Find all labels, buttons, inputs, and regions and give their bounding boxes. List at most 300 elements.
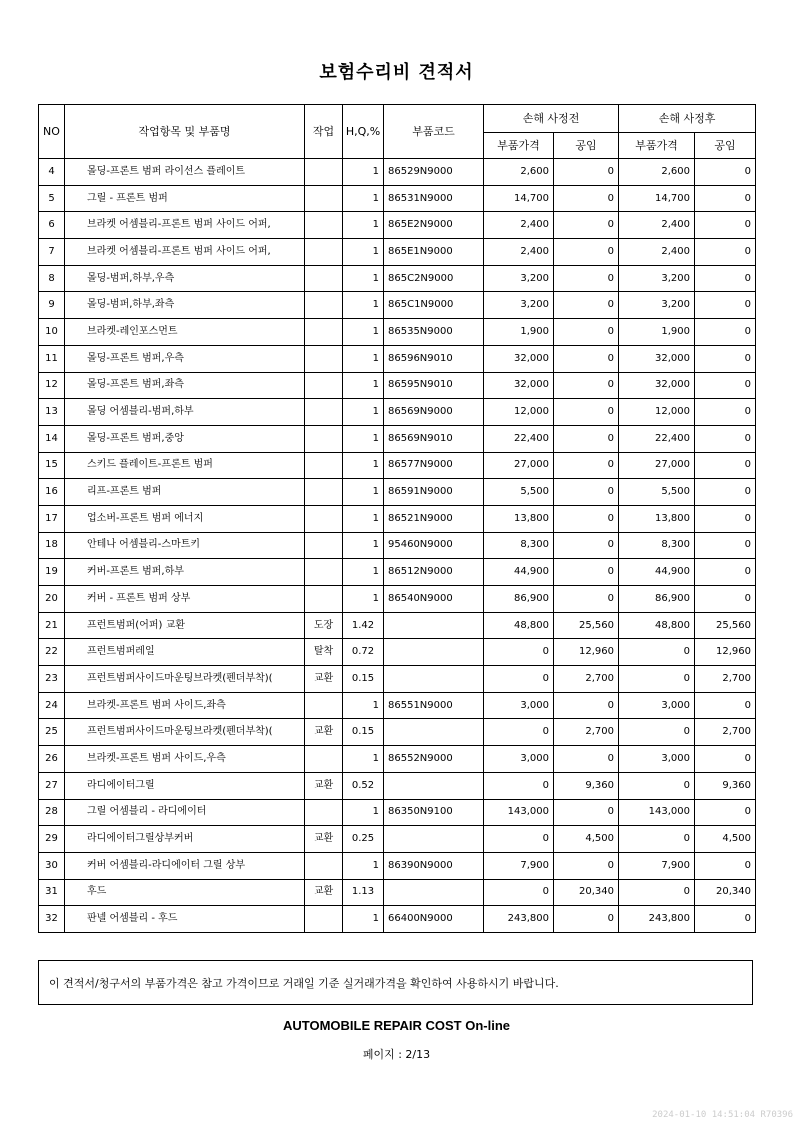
row-before-part-price: 3,000 <box>484 746 554 773</box>
row-part-code: 86531N9000 <box>384 185 484 212</box>
document-title: 보험수리비 견적서 <box>319 62 474 83</box>
row-before-part-price: 12,000 <box>484 399 554 426</box>
row-item-name: 브라켓-프론트 범퍼 사이드,우측 <box>65 746 305 773</box>
row-item-name: 커버 - 프론트 범퍼 상부 <box>65 586 305 613</box>
row-no: 8 <box>39 265 65 292</box>
row-item-name: 안테나 어셈블리-스마트키 <box>65 532 305 559</box>
table-row <box>39 399 756 426</box>
row-after-part-price: 12,000 <box>619 399 695 426</box>
row-hq: 1 <box>343 852 384 879</box>
row-part-code: 86551N9000 <box>384 692 484 719</box>
row-after-part-price: 14,700 <box>619 185 695 212</box>
row-after-part-price: 3,200 <box>619 265 695 292</box>
row-before-labor: 0 <box>554 586 619 613</box>
row-hq: 1 <box>343 559 384 586</box>
table-row <box>39 159 756 186</box>
row-no: 21 <box>39 612 65 639</box>
table-row <box>39 559 756 586</box>
row-part-code <box>384 826 484 853</box>
row-before-part-price: 2,400 <box>484 212 554 239</box>
row-after-labor: 0 <box>695 159 756 186</box>
row-after-part-price: 8,300 <box>619 532 695 559</box>
row-before-part-price: 243,800 <box>484 906 554 933</box>
row-after-labor: 20,340 <box>695 879 756 906</box>
row-part-code: 86552N9000 <box>384 746 484 773</box>
row-no: 6 <box>39 212 65 239</box>
header-before-part-price: 부품가격 <box>484 133 554 159</box>
row-before-labor: 0 <box>554 425 619 452</box>
table-row <box>39 425 756 452</box>
row-work: 교환 <box>305 719 343 746</box>
row-no: 16 <box>39 479 65 506</box>
row-before-part-price: 0 <box>484 772 554 799</box>
row-after-part-price: 143,000 <box>619 799 695 826</box>
row-work <box>305 479 343 506</box>
row-item-name: 라디에이터그릴상부커버 <box>65 826 305 853</box>
table-row <box>39 452 756 479</box>
row-after-labor: 0 <box>695 292 756 319</box>
row-no: 17 <box>39 505 65 532</box>
row-part-code: 86577N9000 <box>384 452 484 479</box>
row-after-part-price: 7,900 <box>619 852 695 879</box>
row-before-labor: 0 <box>554 559 619 586</box>
table-row <box>39 852 756 879</box>
row-work <box>305 852 343 879</box>
row-after-labor: 0 <box>695 692 756 719</box>
row-item-name: 프런트범퍼사이드마운팅브라켓(펜더부착)( <box>65 666 305 693</box>
row-before-labor: 0 <box>554 212 619 239</box>
row-before-labor: 0 <box>554 185 619 212</box>
row-hq: 1.42 <box>343 612 384 639</box>
row-item-name: 브라켓 어셈블리-프론트 범퍼 사이드 어퍼, <box>65 239 305 266</box>
row-part-code: 865E1N9000 <box>384 239 484 266</box>
row-before-part-price: 5,500 <box>484 479 554 506</box>
row-part-code <box>384 879 484 906</box>
row-after-part-price: 0 <box>619 826 695 853</box>
row-hq: 1 <box>343 292 384 319</box>
row-before-labor: 0 <box>554 479 619 506</box>
row-hq: 1 <box>343 505 384 532</box>
row-item-name: 브라켓 어셈블리-프론트 범퍼 사이드 어퍼, <box>65 212 305 239</box>
row-part-code <box>384 719 484 746</box>
row-item-name: 커버 어셈블리-라디에이터 그릴 상부 <box>65 852 305 879</box>
row-after-labor: 0 <box>695 372 756 399</box>
row-before-labor: 2,700 <box>554 666 619 693</box>
table-row <box>39 719 756 746</box>
row-work <box>305 159 343 186</box>
row-before-labor: 0 <box>554 292 619 319</box>
row-after-labor: 0 <box>695 319 756 346</box>
row-part-code: 865E2N9000 <box>384 212 484 239</box>
row-after-labor: 0 <box>695 479 756 506</box>
row-after-labor: 0 <box>695 799 756 826</box>
row-part-code: 86390N9000 <box>384 852 484 879</box>
row-part-code: 86596N9010 <box>384 345 484 372</box>
row-hq: 1 <box>343 425 384 452</box>
row-no: 30 <box>39 852 65 879</box>
row-after-part-price: 27,000 <box>619 452 695 479</box>
table-row <box>39 212 756 239</box>
row-work <box>305 452 343 479</box>
row-hq: 1 <box>343 399 384 426</box>
row-after-part-price: 22,400 <box>619 425 695 452</box>
row-part-code: 86350N9100 <box>384 799 484 826</box>
row-hq: 1 <box>343 692 384 719</box>
header-before-labor: 공임 <box>554 133 619 159</box>
row-work <box>305 212 343 239</box>
row-before-part-price: 2,400 <box>484 239 554 266</box>
row-hq: 1 <box>343 239 384 266</box>
row-part-code: 86595N9010 <box>384 372 484 399</box>
row-item-name: 프런트범퍼(어퍼) 교환 <box>65 612 305 639</box>
row-after-part-price: 48,800 <box>619 612 695 639</box>
row-work <box>305 559 343 586</box>
row-before-part-price: 0 <box>484 879 554 906</box>
row-after-part-price: 2,400 <box>619 239 695 266</box>
row-after-labor: 0 <box>695 185 756 212</box>
row-after-part-price: 0 <box>619 772 695 799</box>
row-no: 27 <box>39 772 65 799</box>
row-no: 26 <box>39 746 65 773</box>
table-row <box>39 826 756 853</box>
row-before-labor: 0 <box>554 345 619 372</box>
row-before-part-price: 13,800 <box>484 505 554 532</box>
row-hq: 1 <box>343 532 384 559</box>
row-after-labor: 0 <box>695 852 756 879</box>
row-hq: 0.25 <box>343 826 384 853</box>
row-before-part-price: 3,000 <box>484 692 554 719</box>
row-before-part-price: 0 <box>484 826 554 853</box>
row-work <box>305 692 343 719</box>
row-no: 19 <box>39 559 65 586</box>
row-work <box>305 399 343 426</box>
row-before-part-price: 2,600 <box>484 159 554 186</box>
estimate-table <box>38 104 756 933</box>
header-hq: H,Q,% <box>343 105 384 159</box>
row-item-name: 몰딩-프론트 범퍼,좌측 <box>65 372 305 399</box>
row-no: 20 <box>39 586 65 613</box>
row-work: 탈착 <box>305 639 343 666</box>
row-before-part-price: 27,000 <box>484 452 554 479</box>
row-no: 31 <box>39 879 65 906</box>
row-after-labor: 2,700 <box>695 666 756 693</box>
row-no: 28 <box>39 799 65 826</box>
table-row <box>39 505 756 532</box>
row-after-part-price: 0 <box>619 719 695 746</box>
row-after-part-price: 0 <box>619 639 695 666</box>
row-part-code: 865C2N9000 <box>384 265 484 292</box>
row-work <box>305 185 343 212</box>
table-row <box>39 345 756 372</box>
row-after-part-price: 32,000 <box>619 372 695 399</box>
row-part-code: 86512N9000 <box>384 559 484 586</box>
table-row <box>39 586 756 613</box>
row-before-part-price: 7,900 <box>484 852 554 879</box>
row-work <box>305 239 343 266</box>
row-hq: 1.13 <box>343 879 384 906</box>
row-no: 15 <box>39 452 65 479</box>
row-after-labor: 0 <box>695 345 756 372</box>
row-no: 23 <box>39 666 65 693</box>
row-before-labor: 0 <box>554 692 619 719</box>
row-work <box>305 532 343 559</box>
row-item-name: 몰딩-프론트 범퍼,중앙 <box>65 425 305 452</box>
row-hq: 1 <box>343 372 384 399</box>
row-before-labor: 25,560 <box>554 612 619 639</box>
row-work: 교환 <box>305 826 343 853</box>
row-before-labor: 0 <box>554 532 619 559</box>
table-row <box>39 239 756 266</box>
row-item-name: 몰딩-프론트 범퍼,우측 <box>65 345 305 372</box>
row-after-labor: 0 <box>695 532 756 559</box>
page-number: 페이지 : 2/13 <box>362 1048 431 1061</box>
row-after-labor: 0 <box>695 746 756 773</box>
row-hq: 1 <box>343 345 384 372</box>
row-after-labor: 0 <box>695 559 756 586</box>
row-before-part-price: 44,900 <box>484 559 554 586</box>
table-row <box>39 666 756 693</box>
row-item-name: 그릴 - 프론트 범퍼 <box>65 185 305 212</box>
row-item-name: 브라켓-레인포스먼트 <box>65 319 305 346</box>
header-after-part-price: 부품가격 <box>619 133 695 159</box>
row-after-labor: 0 <box>695 239 756 266</box>
row-no: 14 <box>39 425 65 452</box>
row-before-part-price: 3,200 <box>484 265 554 292</box>
row-after-part-price: 3,000 <box>619 746 695 773</box>
row-hq: 1 <box>343 746 384 773</box>
row-no: 24 <box>39 692 65 719</box>
row-part-code <box>384 612 484 639</box>
row-work <box>305 799 343 826</box>
row-work <box>305 906 343 933</box>
row-hq: 1 <box>343 479 384 506</box>
row-work <box>305 319 343 346</box>
row-no: 22 <box>39 639 65 666</box>
row-before-labor: 0 <box>554 372 619 399</box>
row-work <box>305 292 343 319</box>
row-no: 11 <box>39 345 65 372</box>
row-part-code: 95460N9000 <box>384 532 484 559</box>
row-before-part-price: 22,400 <box>484 425 554 452</box>
row-after-labor: 4,500 <box>695 826 756 853</box>
row-item-name: 몰딩-범퍼,하부,좌측 <box>65 292 305 319</box>
row-after-labor: 25,560 <box>695 612 756 639</box>
table-row <box>39 532 756 559</box>
table-row <box>39 265 756 292</box>
table-row <box>39 479 756 506</box>
row-after-labor: 0 <box>695 505 756 532</box>
header-after-labor: 공임 <box>695 133 756 159</box>
table-row <box>39 185 756 212</box>
header-item: 작업항목 및 부품명 <box>65 105 305 159</box>
row-after-labor: 12,960 <box>695 639 756 666</box>
row-after-part-price: 86,900 <box>619 586 695 613</box>
row-hq: 1 <box>343 906 384 933</box>
row-after-part-price: 0 <box>619 879 695 906</box>
row-item-name: 판넬 어셈블리 - 후드 <box>65 906 305 933</box>
row-after-part-price: 2,400 <box>619 212 695 239</box>
row-no: 10 <box>39 319 65 346</box>
row-after-part-price: 2,600 <box>619 159 695 186</box>
row-item-name: 그릴 어셈블리 - 라디에이터 <box>65 799 305 826</box>
row-no: 5 <box>39 185 65 212</box>
row-item-name: 몰딩-프론트 범퍼 라이선스 플레이트 <box>65 159 305 186</box>
row-after-part-price: 5,500 <box>619 479 695 506</box>
row-before-part-price: 1,900 <box>484 319 554 346</box>
row-part-code: 86521N9000 <box>384 505 484 532</box>
row-after-part-price: 32,000 <box>619 345 695 372</box>
row-after-part-price: 1,900 <box>619 319 695 346</box>
row-before-labor: 0 <box>554 319 619 346</box>
row-hq: 1 <box>343 265 384 292</box>
row-after-labor: 0 <box>695 452 756 479</box>
row-hq: 1 <box>343 185 384 212</box>
row-after-part-price: 3,000 <box>619 692 695 719</box>
row-part-code <box>384 772 484 799</box>
row-after-part-price: 243,800 <box>619 906 695 933</box>
table-row <box>39 692 756 719</box>
row-hq: 1 <box>343 319 384 346</box>
row-after-part-price: 0 <box>619 666 695 693</box>
row-after-part-price: 13,800 <box>619 505 695 532</box>
notice-box <box>38 960 753 1005</box>
footer-brand: AUTOMOBILE REPAIR COST On-line <box>282 1018 511 1033</box>
row-before-part-price: 8,300 <box>484 532 554 559</box>
row-before-labor: 4,500 <box>554 826 619 853</box>
row-work <box>305 372 343 399</box>
table-row <box>39 372 756 399</box>
row-work: 교환 <box>305 772 343 799</box>
row-item-name: 라디에이터그릴 <box>65 772 305 799</box>
row-before-labor: 0 <box>554 159 619 186</box>
row-part-code <box>384 639 484 666</box>
row-item-name: 브라켓-프론트 범퍼 사이드,좌측 <box>65 692 305 719</box>
row-before-part-price: 86,900 <box>484 586 554 613</box>
table-row <box>39 639 756 666</box>
row-before-part-price: 3,200 <box>484 292 554 319</box>
row-part-code: 86569N9010 <box>384 425 484 452</box>
row-no: 32 <box>39 906 65 933</box>
row-before-labor: 12,960 <box>554 639 619 666</box>
row-no: 4 <box>39 159 65 186</box>
row-part-code: 86529N9000 <box>384 159 484 186</box>
table-row <box>39 879 756 906</box>
row-no: 12 <box>39 372 65 399</box>
row-work: 교환 <box>305 879 343 906</box>
header-no: NO <box>39 105 65 159</box>
table-row <box>39 772 756 799</box>
row-work <box>305 505 343 532</box>
row-hq: 1 <box>343 452 384 479</box>
row-after-part-price: 44,900 <box>619 559 695 586</box>
row-before-part-price: 48,800 <box>484 612 554 639</box>
table-row <box>39 319 756 346</box>
row-after-labor: 0 <box>695 906 756 933</box>
header-before: 손해 사정전 <box>484 105 619 133</box>
row-after-labor: 0 <box>695 586 756 613</box>
row-hq: 1 <box>343 586 384 613</box>
row-part-code: 86569N9000 <box>384 399 484 426</box>
row-work <box>305 586 343 613</box>
row-part-code: 86591N9000 <box>384 479 484 506</box>
row-part-code <box>384 666 484 693</box>
row-part-code: 86540N9000 <box>384 586 484 613</box>
row-part-code: 66400N9000 <box>384 906 484 933</box>
row-after-labor: 0 <box>695 212 756 239</box>
row-work <box>305 746 343 773</box>
row-hq: 1 <box>343 799 384 826</box>
row-no: 18 <box>39 532 65 559</box>
row-work <box>305 425 343 452</box>
row-before-labor: 20,340 <box>554 879 619 906</box>
row-no: 25 <box>39 719 65 746</box>
row-item-name: 커버-프론트 범퍼,하부 <box>65 559 305 586</box>
row-before-labor: 0 <box>554 452 619 479</box>
row-after-labor: 0 <box>695 399 756 426</box>
row-before-labor: 0 <box>554 746 619 773</box>
row-hq: 0.72 <box>343 639 384 666</box>
row-no: 13 <box>39 399 65 426</box>
row-before-labor: 2,700 <box>554 719 619 746</box>
row-item-name: 스키드 플레이트-프론트 범퍼 <box>65 452 305 479</box>
row-item-name: 프런트범퍼레일 <box>65 639 305 666</box>
row-before-labor: 0 <box>554 799 619 826</box>
row-before-labor: 9,360 <box>554 772 619 799</box>
row-work: 도장 <box>305 612 343 639</box>
row-part-code: 865C1N9000 <box>384 292 484 319</box>
row-before-labor: 0 <box>554 906 619 933</box>
header-after: 손해 사정후 <box>619 105 756 133</box>
row-before-part-price: 14,700 <box>484 185 554 212</box>
table-row <box>39 906 756 933</box>
row-no: 29 <box>39 826 65 853</box>
table-row <box>39 746 756 773</box>
row-item-name: 리프-프론트 범퍼 <box>65 479 305 506</box>
row-before-labor: 0 <box>554 852 619 879</box>
row-before-labor: 0 <box>554 239 619 266</box>
row-work: 교환 <box>305 666 343 693</box>
row-work <box>305 265 343 292</box>
header-work: 작업 <box>305 105 343 159</box>
row-before-part-price: 0 <box>484 719 554 746</box>
row-hq: 1 <box>343 159 384 186</box>
row-part-code: 86535N9000 <box>384 319 484 346</box>
row-item-name: 프런트범퍼사이드마운팅브라켓(펜더부착)( <box>65 719 305 746</box>
row-after-labor: 0 <box>695 265 756 292</box>
row-before-part-price: 32,000 <box>484 345 554 372</box>
row-item-name: 몰딩 어셈블리-범퍼,하부 <box>65 399 305 426</box>
header-code: 부품코드 <box>384 105 484 159</box>
row-before-labor: 0 <box>554 505 619 532</box>
table-row <box>39 612 756 639</box>
row-no: 9 <box>39 292 65 319</box>
row-before-labor: 0 <box>554 265 619 292</box>
row-before-part-price: 143,000 <box>484 799 554 826</box>
row-item-name: 몰딩-범퍼,하부,우측 <box>65 265 305 292</box>
row-hq: 0.52 <box>343 772 384 799</box>
table-body <box>39 159 756 933</box>
row-before-labor: 0 <box>554 399 619 426</box>
table-row <box>39 799 756 826</box>
print-stamp: 2024-01-10 14:51:04 R70396 <box>652 1110 793 1120</box>
row-item-name: 업소버-프론트 범퍼 에너지 <box>65 505 305 532</box>
row-after-labor: 9,360 <box>695 772 756 799</box>
row-hq: 0.15 <box>343 719 384 746</box>
row-before-part-price: 0 <box>484 666 554 693</box>
row-before-part-price: 32,000 <box>484 372 554 399</box>
row-item-name: 후드 <box>65 879 305 906</box>
row-work <box>305 345 343 372</box>
